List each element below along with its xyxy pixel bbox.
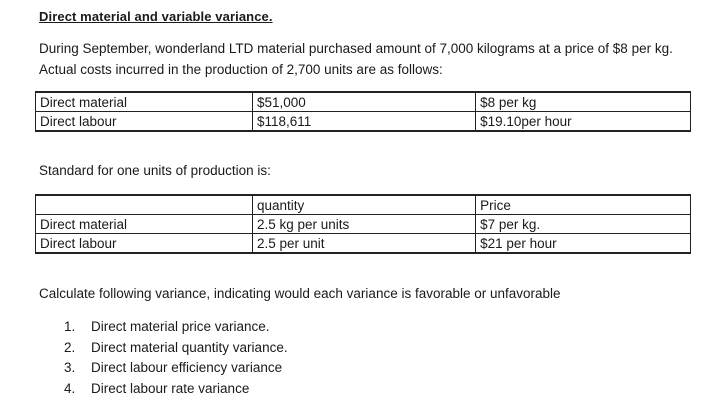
table-row bbox=[36, 215, 691, 234]
table-row bbox=[36, 92, 691, 112]
list-number: 4. bbox=[64, 380, 76, 396]
list-item-text: Direct material price variance. bbox=[91, 319, 270, 334]
list-item-text: Direct labour rate variance bbox=[91, 380, 250, 396]
list-item-text: Direct material quantity variance. bbox=[91, 339, 288, 355]
table-cell: $118,611 bbox=[252, 112, 475, 132]
table-cell: $8 per kg bbox=[476, 92, 691, 112]
table-cell: Direct material bbox=[36, 92, 253, 112]
standard-table bbox=[35, 194, 691, 254]
intro-paragraph: During September, wonderland LTD material purchased amount of 7,000 kilograms at a price of $8 per kg. Actual costs incurred in the production of 2,700 units are as follows: bbox=[39, 41, 673, 77]
list-number: 1. bbox=[64, 319, 76, 334]
table-cell: $19.10per hour bbox=[476, 112, 691, 132]
actual-costs-table bbox=[35, 91, 691, 132]
list-item bbox=[64, 317, 288, 338]
table-cell: $51,000 bbox=[252, 92, 475, 112]
table-cell: Direct material bbox=[36, 215, 253, 234]
table-header-cell bbox=[36, 195, 253, 215]
table-header-cell: quantity bbox=[252, 195, 475, 215]
table-cell: Direct labour bbox=[36, 112, 253, 132]
table-header-cell: Price bbox=[476, 195, 691, 215]
table-cell: 2.5 per unit bbox=[252, 234, 475, 254]
question-text: Calculate following variance, indicating would each variance is favorable or unfavorable bbox=[39, 286, 561, 301]
table-header-row bbox=[36, 195, 691, 215]
standard-heading: Standard for one units of production is: bbox=[39, 163, 271, 178]
task-list bbox=[64, 317, 288, 399]
table-cell: $7 per kg. bbox=[476, 215, 691, 234]
list-item bbox=[64, 379, 288, 400]
table-row bbox=[36, 112, 691, 132]
table-row bbox=[36, 234, 691, 254]
list-item bbox=[64, 358, 288, 379]
list-number: 2. bbox=[64, 339, 76, 355]
table-cell: Direct labour bbox=[36, 234, 253, 254]
table-cell: $21 per hour bbox=[476, 234, 691, 254]
list-item-text: Direct labour efficiency variance bbox=[91, 360, 283, 375]
document-title: Direct material and variable variance. bbox=[39, 9, 273, 24]
list-item bbox=[64, 338, 288, 359]
list-number: 3. bbox=[64, 360, 76, 375]
table-cell: 2.5 kg per units bbox=[252, 215, 475, 234]
